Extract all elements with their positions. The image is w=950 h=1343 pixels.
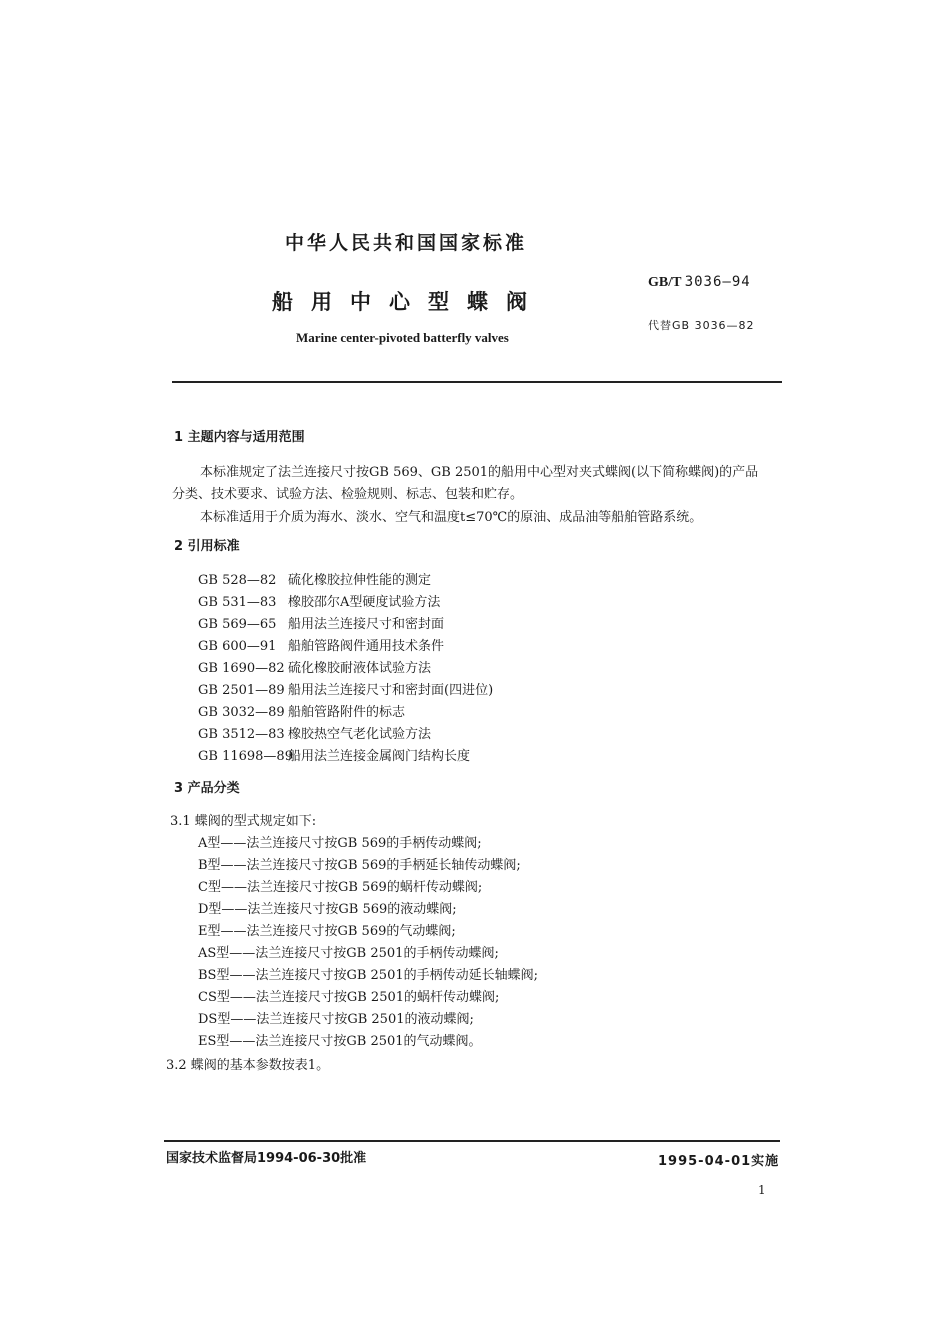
valve-type-item: CS型——法兰连接尺寸按GB 2501的蜗杆传动蝶阀; [198,990,500,1005]
reference-title: 硫化橡胶耐液体试验方法 [288,661,432,676]
document-title-zh: 船用中心型蝶阀 [272,290,545,314]
valve-type-item: A型——法兰连接尺寸按GB 569的手柄传动蝶阀; [198,836,482,851]
clause-3-2: 3.2 蝶阀的基本参数按表1。 [166,1058,330,1073]
reference-item [198,657,431,676]
approval-statement: 国家技术监督局1994-06-30批准 [166,1151,367,1166]
reference-code: GB 3512—83 [198,727,285,742]
page-number: 1 [758,1183,766,1197]
reference-code: GB 531—83 [198,595,277,610]
reference-code: GB 2501—89 [198,683,285,698]
reference-title: 船舶管路附件的标志 [288,705,406,720]
valve-type-item: B型——法兰连接尺寸按GB 569的手柄延长轴传动蝶阀; [198,858,521,873]
section-1-para-2: 本标准适用于介质为海水、淡水、空气和温度t≤70℃的原油、成品油等船舶管路系统。 [200,510,703,525]
effective-date: 1995-04-01实施 [658,1154,780,1169]
document-title-en: Marine center-pivoted batterfly valves [296,330,509,345]
reference-title: 橡胶热空气老化试验方法 [288,727,432,742]
valve-type-item: AS型——法兰连接尺寸按GB 2501的手柄传动蝶阀; [198,946,499,961]
reference-title: 船舶管路阀件通用技术条件 [288,639,445,654]
standard-code: 3036—94 [684,274,751,290]
clause-3-1: 3.1 蝶阀的型式规定如下: [170,814,317,829]
reference-item [198,613,444,632]
replaces-standard: 代替GB 3036—82 [648,319,755,332]
section-1-para-1-line-2: 分类、技术要求、试验方法、检验规则、标志、包装和贮存。 [172,487,524,502]
reference-title: 船用法兰连接金属阀门结构长度 [288,749,471,764]
standard-number [648,274,751,291]
section-1-heading: 1 主题内容与适用范围 [174,430,305,445]
section-3-heading: 3 产品分类 [174,781,240,796]
reference-item [198,701,405,720]
valve-type-item: E型——法兰连接尺寸按GB 569的气动蝶阀; [198,924,456,939]
valve-type-item: ES型——法兰连接尺寸按GB 2501的气动蝶阀。 [198,1034,482,1049]
reference-title: 橡胶邵尔A型硬度试验方法 [288,595,441,610]
reference-item [198,679,493,698]
valve-type-item: D型——法兰连接尺寸按GB 569的液动蝶阀; [198,902,457,917]
reference-code: GB 3032—89 [198,705,285,720]
reference-code: GB 1690—82 [198,661,285,676]
national-standard-heading: 中华人民共和国国家标准 [285,232,528,254]
header-divider [172,381,782,383]
valve-type-item: DS型——法兰连接尺寸按GB 2501的液动蝶阀; [198,1012,474,1027]
reference-title: 船用法兰连接尺寸和密封面 [288,617,445,632]
section-1-para-1-line-1: 本标准规定了法兰连接尺寸按GB 569、GB 2501的船用中心型对夹式蝶阀(以下简称蝶阀)的产品 [200,465,759,480]
reference-code: GB 569—65 [198,617,277,632]
reference-code: GB 11698—89 [198,749,293,764]
reference-title: 硫化橡胶拉伸性能的测定 [288,573,432,588]
reference-code: GB 600—91 [198,639,277,654]
standard-prefix: GB/T [648,275,682,290]
valve-type-item: BS型——法兰连接尺寸按GB 2501的手柄传动延长轴蝶阀; [198,968,538,983]
valve-type-item: C型——法兰连接尺寸按GB 569的蜗杆传动蝶阀; [198,880,483,895]
reference-item [198,635,444,654]
reference-item [198,591,440,610]
reference-item [198,723,431,742]
footer-divider [164,1140,780,1142]
reference-title: 船用法兰连接尺寸和密封面(四进位) [288,683,494,698]
reference-item [198,569,431,588]
reference-item [198,745,470,764]
reference-code: GB 528—82 [198,573,277,588]
section-2-heading: 2 引用标准 [174,539,240,554]
